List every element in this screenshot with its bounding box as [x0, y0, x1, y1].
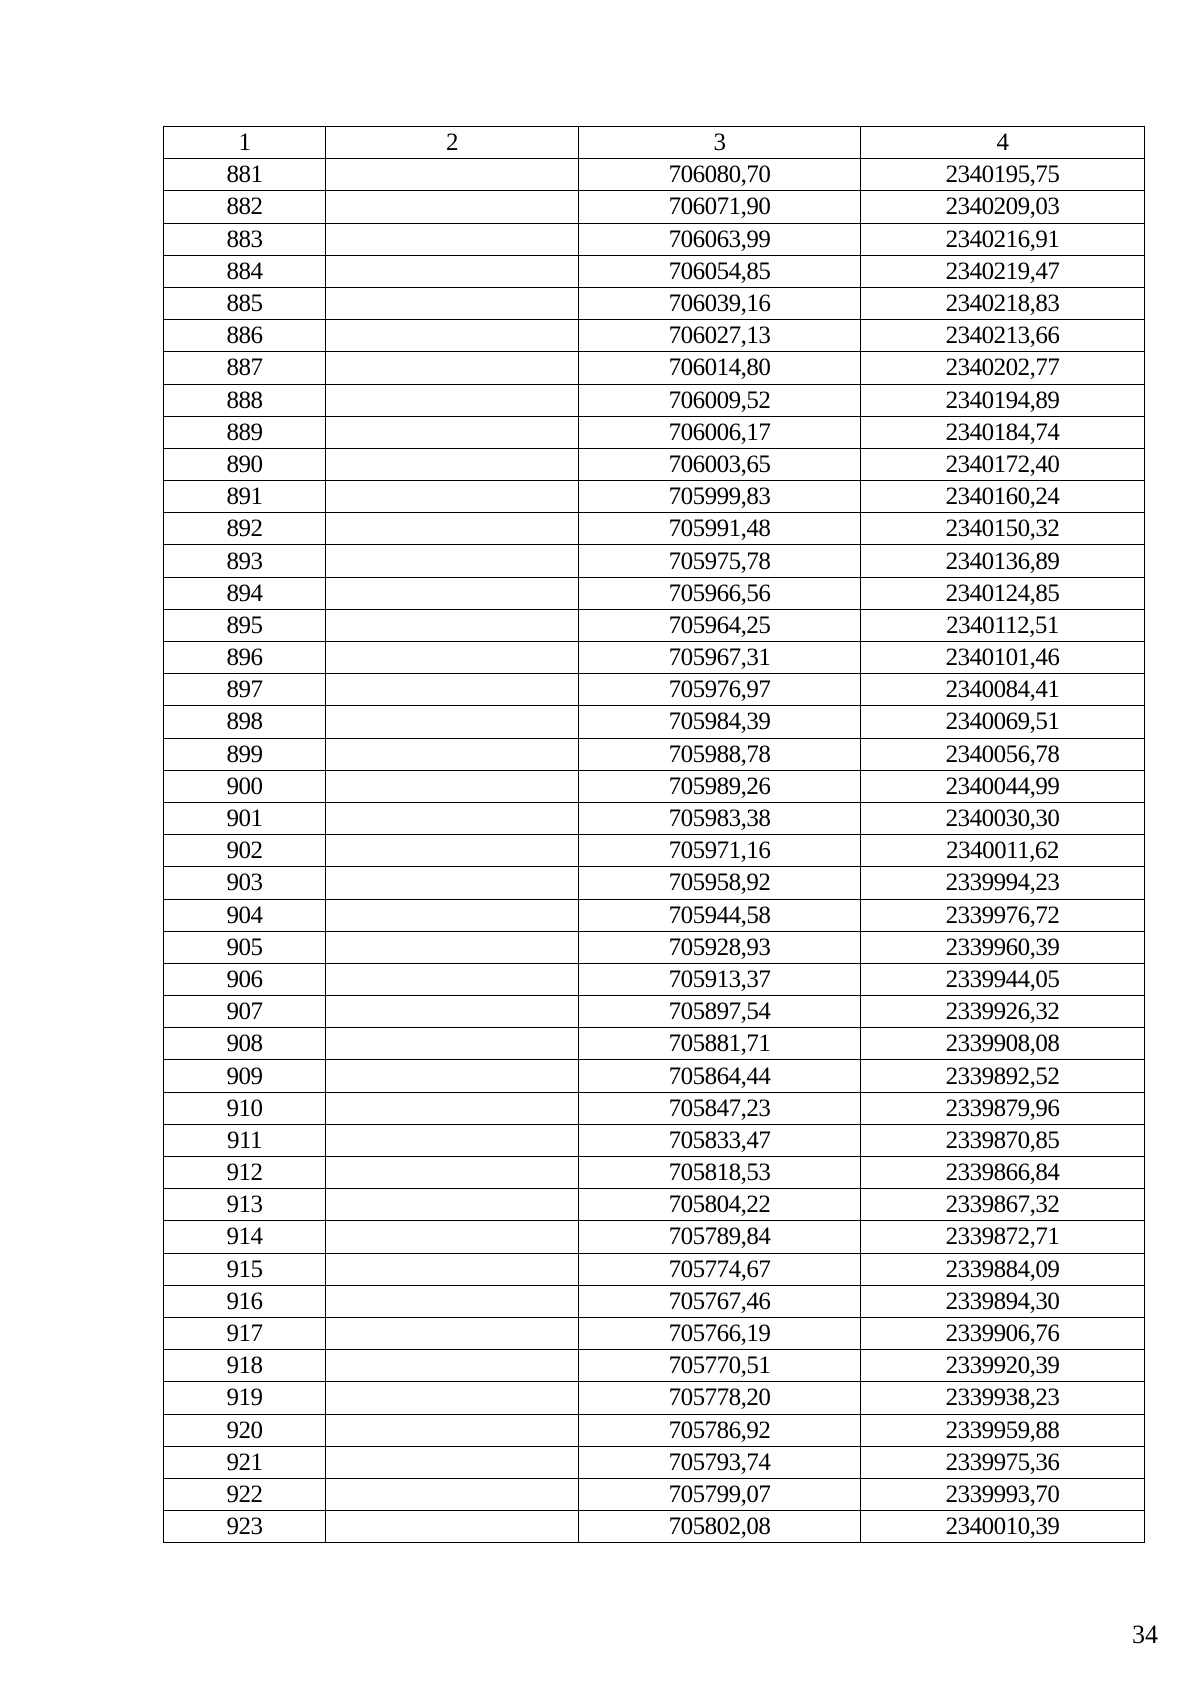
column-2-cell: [326, 867, 579, 899]
y-coordinate-cell: 2340150,32: [861, 513, 1145, 545]
x-coordinate-cell: 705989,26: [579, 770, 861, 802]
column-2-cell: [326, 738, 579, 770]
x-coordinate-cell: 705967,31: [579, 642, 861, 674]
point-number-cell: 913: [164, 1189, 326, 1221]
point-number-cell: 889: [164, 416, 326, 448]
point-number-cell: 907: [164, 996, 326, 1028]
table-row: [164, 1060, 1145, 1092]
y-coordinate-cell: 2340069,51: [861, 706, 1145, 738]
y-coordinate-cell: 2339944,05: [861, 963, 1145, 995]
x-coordinate-cell: 705928,93: [579, 931, 861, 963]
point-number-cell: 917: [164, 1317, 326, 1349]
column-2-cell: [326, 1478, 579, 1510]
table-row: [164, 963, 1145, 995]
table-row: [164, 1350, 1145, 1382]
column-2-cell: [326, 448, 579, 480]
x-coordinate-cell: 705767,46: [579, 1285, 861, 1317]
point-number-cell: 900: [164, 770, 326, 802]
y-coordinate-cell: 2339870,85: [861, 1124, 1145, 1156]
table-row: [164, 706, 1145, 738]
column-2-cell: [326, 770, 579, 802]
column-2-cell: [326, 191, 579, 223]
y-coordinate-cell: 2340010,39: [861, 1511, 1145, 1543]
x-coordinate-cell: 705983,38: [579, 802, 861, 834]
x-coordinate-cell: 705766,19: [579, 1317, 861, 1349]
column-2-cell: [326, 642, 579, 674]
table-row: [164, 1478, 1145, 1510]
column-2-cell: [326, 1124, 579, 1156]
y-coordinate-cell: 2340219,47: [861, 255, 1145, 287]
table-row: [164, 1189, 1145, 1221]
x-coordinate-cell: 706071,90: [579, 191, 861, 223]
x-coordinate-cell: 705818,53: [579, 1157, 861, 1189]
y-coordinate-cell: 2339908,08: [861, 1028, 1145, 1060]
point-number-cell: 899: [164, 738, 326, 770]
table-row: [164, 545, 1145, 577]
x-coordinate-cell: 705988,78: [579, 738, 861, 770]
point-number-cell: 897: [164, 674, 326, 706]
table-row: [164, 159, 1145, 191]
point-number-cell: 888: [164, 384, 326, 416]
y-coordinate-cell: 2340160,24: [861, 481, 1145, 513]
table-row: [164, 320, 1145, 352]
column-2-cell: [326, 835, 579, 867]
column-2-cell: [326, 255, 579, 287]
table-row: [164, 448, 1145, 480]
column-2-cell: [326, 1414, 579, 1446]
x-coordinate-cell: 705778,20: [579, 1382, 861, 1414]
header-row: [164, 127, 1145, 159]
y-coordinate-cell: 2339872,71: [861, 1221, 1145, 1253]
x-coordinate-cell: 706027,13: [579, 320, 861, 352]
y-coordinate-cell: 2340213,66: [861, 320, 1145, 352]
x-coordinate-cell: 706014,80: [579, 352, 861, 384]
point-number-cell: 882: [164, 191, 326, 223]
column-2-cell: [326, 1060, 579, 1092]
table-row: [164, 642, 1145, 674]
point-number-cell: 922: [164, 1478, 326, 1510]
page-number: 34: [1132, 1620, 1158, 1649]
y-coordinate-cell: 2339994,23: [861, 867, 1145, 899]
x-coordinate-cell: 705913,37: [579, 963, 861, 995]
y-coordinate-cell: 2339867,32: [861, 1189, 1145, 1221]
column-2-cell: [326, 674, 579, 706]
column-2-cell: [326, 1221, 579, 1253]
point-number-cell: 910: [164, 1092, 326, 1124]
column-2-cell: [326, 287, 579, 319]
table-row: [164, 1253, 1145, 1285]
column-2-cell: [326, 1382, 579, 1414]
column-2-cell: [326, 1028, 579, 1060]
point-number-cell: 904: [164, 899, 326, 931]
y-coordinate-cell: 2340056,78: [861, 738, 1145, 770]
x-coordinate-cell: 705964,25: [579, 609, 861, 641]
column-2-cell: [326, 609, 579, 641]
table-row: [164, 1092, 1145, 1124]
point-number-cell: 883: [164, 223, 326, 255]
header-cell-4: 4: [861, 127, 1145, 159]
column-2-cell: [326, 1446, 579, 1478]
x-coordinate-cell: 706054,85: [579, 255, 861, 287]
table-row: [164, 1157, 1145, 1189]
y-coordinate-cell: 2340112,51: [861, 609, 1145, 641]
column-2-cell: [326, 223, 579, 255]
column-2-cell: [326, 1285, 579, 1317]
y-coordinate-cell: 2339938,23: [861, 1382, 1145, 1414]
y-coordinate-cell: 2339892,52: [861, 1060, 1145, 1092]
point-number-cell: 886: [164, 320, 326, 352]
x-coordinate-cell: 706003,65: [579, 448, 861, 480]
table-row: [164, 609, 1145, 641]
y-coordinate-cell: 2340172,40: [861, 448, 1145, 480]
point-number-cell: 894: [164, 577, 326, 609]
y-coordinate-cell: 2339959,88: [861, 1414, 1145, 1446]
point-number-cell: 898: [164, 706, 326, 738]
y-coordinate-cell: 2340124,85: [861, 577, 1145, 609]
point-number-cell: 901: [164, 802, 326, 834]
x-coordinate-cell: 705944,58: [579, 899, 861, 931]
table-row: [164, 1511, 1145, 1543]
table-row: [164, 899, 1145, 931]
point-number-cell: 920: [164, 1414, 326, 1446]
x-coordinate-cell: 705793,74: [579, 1446, 861, 1478]
table-row: [164, 996, 1145, 1028]
point-number-cell: 919: [164, 1382, 326, 1414]
point-number-cell: 914: [164, 1221, 326, 1253]
point-number-cell: 918: [164, 1350, 326, 1382]
table-row: [164, 867, 1145, 899]
point-number-cell: 915: [164, 1253, 326, 1285]
table-row: [164, 1124, 1145, 1156]
point-number-cell: 885: [164, 287, 326, 319]
y-coordinate-cell: 2340194,89: [861, 384, 1145, 416]
table-row: [164, 1028, 1145, 1060]
table-row: [164, 738, 1145, 770]
y-coordinate-cell: 2339879,96: [861, 1092, 1145, 1124]
point-number-cell: 896: [164, 642, 326, 674]
coordinates-table: [163, 126, 1145, 1543]
table-row: [164, 191, 1145, 223]
x-coordinate-cell: 705971,16: [579, 835, 861, 867]
point-number-cell: 911: [164, 1124, 326, 1156]
point-number-cell: 923: [164, 1511, 326, 1543]
x-coordinate-cell: 705799,07: [579, 1478, 861, 1510]
table-row: [164, 674, 1145, 706]
column-2-cell: [326, 963, 579, 995]
table-row: [164, 1285, 1145, 1317]
y-coordinate-cell: 2340202,77: [861, 352, 1145, 384]
table-row: [164, 255, 1145, 287]
point-number-cell: 912: [164, 1157, 326, 1189]
point-number-cell: 881: [164, 159, 326, 191]
point-number-cell: 909: [164, 1060, 326, 1092]
y-coordinate-cell: 2340216,91: [861, 223, 1145, 255]
y-coordinate-cell: 2340044,99: [861, 770, 1145, 802]
y-coordinate-cell: 2340084,41: [861, 674, 1145, 706]
y-coordinate-cell: 2340101,46: [861, 642, 1145, 674]
column-2-cell: [326, 320, 579, 352]
y-coordinate-cell: 2339920,39: [861, 1350, 1145, 1382]
table-row: [164, 577, 1145, 609]
column-2-cell: [326, 802, 579, 834]
header-cell-2: 2: [326, 127, 579, 159]
x-coordinate-cell: 705802,08: [579, 1511, 861, 1543]
point-number-cell: 887: [164, 352, 326, 384]
column-2-cell: [326, 1317, 579, 1349]
y-coordinate-cell: 2340195,75: [861, 159, 1145, 191]
column-2-cell: [326, 513, 579, 545]
y-coordinate-cell: 2340218,83: [861, 287, 1145, 319]
x-coordinate-cell: 705786,92: [579, 1414, 861, 1446]
table-row: [164, 1446, 1145, 1478]
column-2-cell: [326, 1092, 579, 1124]
y-coordinate-cell: 2340209,03: [861, 191, 1145, 223]
x-coordinate-cell: 705833,47: [579, 1124, 861, 1156]
table-row: [164, 835, 1145, 867]
y-coordinate-cell: 2339975,36: [861, 1446, 1145, 1478]
table-row: [164, 770, 1145, 802]
table-row: [164, 223, 1145, 255]
table-row: [164, 802, 1145, 834]
column-2-cell: [326, 577, 579, 609]
column-2-cell: [326, 159, 579, 191]
column-2-cell: [326, 706, 579, 738]
point-number-cell: 890: [164, 448, 326, 480]
point-number-cell: 906: [164, 963, 326, 995]
column-2-cell: [326, 931, 579, 963]
column-2-cell: [326, 481, 579, 513]
point-number-cell: 892: [164, 513, 326, 545]
y-coordinate-cell: 2339894,30: [861, 1285, 1145, 1317]
x-coordinate-cell: 705999,83: [579, 481, 861, 513]
column-2-cell: [326, 899, 579, 931]
table-row: [164, 481, 1145, 513]
table-row: [164, 352, 1145, 384]
x-coordinate-cell: 705958,92: [579, 867, 861, 899]
point-number-cell: 895: [164, 609, 326, 641]
column-2-cell: [326, 1157, 579, 1189]
point-number-cell: 893: [164, 545, 326, 577]
column-2-cell: [326, 416, 579, 448]
y-coordinate-cell: 2340030,30: [861, 802, 1145, 834]
point-number-cell: 902: [164, 835, 326, 867]
column-2-cell: [326, 1350, 579, 1382]
x-coordinate-cell: 705976,97: [579, 674, 861, 706]
x-coordinate-cell: 705770,51: [579, 1350, 861, 1382]
table-row: [164, 931, 1145, 963]
column-2-cell: [326, 1253, 579, 1285]
y-coordinate-cell: 2340011,62: [861, 835, 1145, 867]
point-number-cell: 908: [164, 1028, 326, 1060]
x-coordinate-cell: 706039,16: [579, 287, 861, 319]
y-coordinate-cell: 2339884,09: [861, 1253, 1145, 1285]
x-coordinate-cell: 705897,54: [579, 996, 861, 1028]
y-coordinate-cell: 2340136,89: [861, 545, 1145, 577]
x-coordinate-cell: 705991,48: [579, 513, 861, 545]
table-row: [164, 513, 1145, 545]
table-row: [164, 1317, 1145, 1349]
table-header: [164, 127, 1145, 159]
point-number-cell: 916: [164, 1285, 326, 1317]
y-coordinate-cell: 2339993,70: [861, 1478, 1145, 1510]
x-coordinate-cell: 705804,22: [579, 1189, 861, 1221]
y-coordinate-cell: 2340184,74: [861, 416, 1145, 448]
column-2-cell: [326, 996, 579, 1028]
x-coordinate-cell: 706009,52: [579, 384, 861, 416]
x-coordinate-cell: 705881,71: [579, 1028, 861, 1060]
column-2-cell: [326, 352, 579, 384]
x-coordinate-cell: 705966,56: [579, 577, 861, 609]
x-coordinate-cell: 705864,44: [579, 1060, 861, 1092]
x-coordinate-cell: 705975,78: [579, 545, 861, 577]
column-2-cell: [326, 545, 579, 577]
point-number-cell: 891: [164, 481, 326, 513]
x-coordinate-cell: 706080,70: [579, 159, 861, 191]
table-row: [164, 287, 1145, 319]
column-2-cell: [326, 384, 579, 416]
y-coordinate-cell: 2339926,32: [861, 996, 1145, 1028]
header-cell-1: 1: [164, 127, 326, 159]
table-row: [164, 1414, 1145, 1446]
y-coordinate-cell: 2339866,84: [861, 1157, 1145, 1189]
x-coordinate-cell: 706006,17: [579, 416, 861, 448]
table-row: [164, 1221, 1145, 1253]
table-row: [164, 1382, 1145, 1414]
y-coordinate-cell: 2339960,39: [861, 931, 1145, 963]
header-cell-3: 3: [579, 127, 861, 159]
y-coordinate-cell: 2339906,76: [861, 1317, 1145, 1349]
x-coordinate-cell: 706063,99: [579, 223, 861, 255]
y-coordinate-cell: 2339976,72: [861, 899, 1145, 931]
x-coordinate-cell: 705789,84: [579, 1221, 861, 1253]
point-number-cell: 921: [164, 1446, 326, 1478]
x-coordinate-cell: 705847,23: [579, 1092, 861, 1124]
table-row: [164, 416, 1145, 448]
column-2-cell: [326, 1511, 579, 1543]
point-number-cell: 903: [164, 867, 326, 899]
table-row: [164, 384, 1145, 416]
point-number-cell: 905: [164, 931, 326, 963]
table-body: [164, 159, 1145, 1543]
x-coordinate-cell: 705984,39: [579, 706, 861, 738]
x-coordinate-cell: 705774,67: [579, 1253, 861, 1285]
column-2-cell: [326, 1189, 579, 1221]
point-number-cell: 884: [164, 255, 326, 287]
